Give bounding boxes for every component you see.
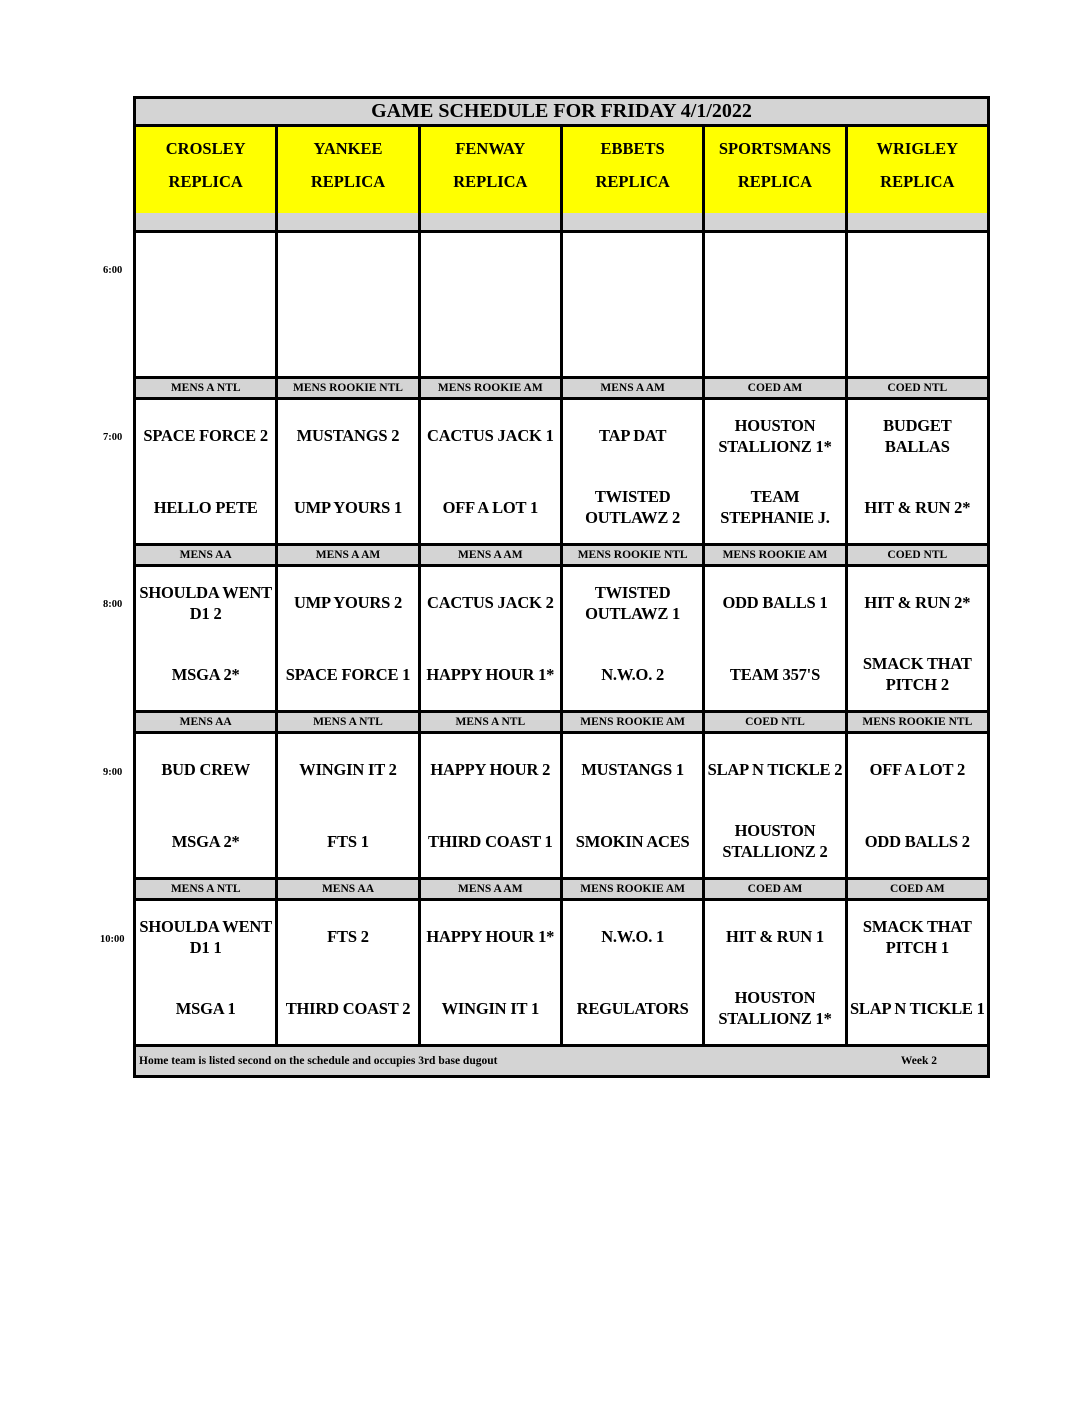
venue-subtitle: REPLICA xyxy=(453,172,528,191)
venue-name: WRIGLEY xyxy=(876,139,959,158)
away-team: N.W.O. 1 xyxy=(601,927,665,947)
schedule-table xyxy=(133,96,990,1078)
time-label: 10:00 xyxy=(100,934,125,945)
away-team: TAP DAT xyxy=(599,426,667,446)
division-label: COED NTL xyxy=(887,549,948,561)
division-row xyxy=(136,546,987,567)
venue-header xyxy=(421,127,563,213)
division-label: COED NTL xyxy=(887,382,948,394)
division-label: COED AM xyxy=(889,883,945,895)
venue-name: CROSLEY xyxy=(165,139,246,158)
away-team: CACTUS JACK 2 xyxy=(426,593,554,613)
division-label: MENS A AM xyxy=(563,379,705,397)
division-label: MENS AA xyxy=(136,546,278,564)
away-team: HIT & RUN 1 xyxy=(726,927,824,947)
away-team: SHOULDA WENT D1 2 xyxy=(139,582,272,623)
division-row xyxy=(136,379,987,400)
home-team: MSGA 2* xyxy=(171,831,240,851)
home-team: THIRD COAST 2 xyxy=(285,998,411,1018)
home-team: HOUSTON STALLIONZ 2 xyxy=(722,821,828,862)
header-spacer-row xyxy=(136,213,987,233)
spacer-cell xyxy=(563,213,705,230)
home-team: TEAM 357'S xyxy=(729,664,821,684)
division-label: MENS A NTL xyxy=(278,713,420,731)
venue-header xyxy=(278,127,420,213)
empty-cell xyxy=(848,233,987,376)
home-team: TWISTED OUTLAWZ 2 xyxy=(585,487,681,528)
venue-name: EBBETS xyxy=(600,139,665,158)
home-team: HOUSTON STALLIONZ 1* xyxy=(718,988,832,1029)
home-team: SLAP N TICKLE 1 xyxy=(849,998,985,1018)
home-team: ODD BALLS 2 xyxy=(864,831,970,851)
away-team: SLAP N TICKLE 2 xyxy=(707,760,843,780)
away-team: UMP YOURS 2 xyxy=(293,593,403,613)
division-label: MENS A AM xyxy=(421,546,563,564)
empty-cell xyxy=(421,233,563,376)
home-team: UMP YOURS 1 xyxy=(293,497,403,517)
home-team: HIT & RUN 2* xyxy=(864,497,971,517)
division-label: MENS A NTL xyxy=(136,379,278,397)
game-cell xyxy=(278,734,420,877)
venue-subtitle: REPLICA xyxy=(310,172,386,191)
game-cell xyxy=(278,567,420,710)
home-team: FTS 1 xyxy=(327,831,369,851)
game-cell xyxy=(705,567,847,710)
away-team: MUSTANGS 2 xyxy=(296,426,400,446)
time-slots xyxy=(136,379,987,1047)
schedule-title: GAME SCHEDULE FOR FRIDAY 4/1/2022 xyxy=(136,99,987,127)
game-cell xyxy=(136,400,278,543)
empty-cell xyxy=(278,233,420,376)
home-team: TEAM STEPHANIE J. xyxy=(720,487,830,528)
venue-name: SPORTSMANS xyxy=(718,139,832,158)
venue-header xyxy=(848,127,987,213)
home-team: SPACE FORCE 1 xyxy=(285,664,411,684)
venue-subtitle: REPLICA xyxy=(595,172,670,191)
spacer-cell xyxy=(421,213,563,230)
game-cell xyxy=(563,734,705,877)
venue-header xyxy=(563,127,705,213)
game-cell xyxy=(848,400,987,543)
away-team: MUSTANGS 1 xyxy=(581,760,684,780)
venue-subtitle: REPLICA xyxy=(168,172,243,191)
division-label: MENS A NTL xyxy=(136,880,278,898)
away-team: OFF A LOT 2 xyxy=(869,760,966,780)
venue-name: YANKEE xyxy=(313,139,383,158)
game-cell xyxy=(563,901,705,1044)
away-team: BUD CREW xyxy=(161,760,251,780)
away-team: HIT & RUN 2* xyxy=(864,593,971,613)
division-label: COED NTL xyxy=(705,713,847,731)
division-label: COED AM xyxy=(705,379,847,397)
time-label: 8:00 xyxy=(103,599,123,610)
home-team: SMOKIN ACES xyxy=(575,831,690,851)
division-label: MENS ROOKIE AM xyxy=(563,880,705,898)
schedule-footer xyxy=(136,1047,987,1075)
game-row xyxy=(136,734,987,880)
away-team: HAPPY HOUR 2 xyxy=(430,760,551,780)
game-cell xyxy=(705,734,847,877)
game-cell xyxy=(421,567,563,710)
empty-cell xyxy=(136,233,278,376)
spacer-cell xyxy=(136,213,278,230)
empty-slot-row xyxy=(136,233,987,379)
venue-subtitle: REPLICA xyxy=(737,172,813,191)
game-cell xyxy=(278,901,420,1044)
game-row xyxy=(136,901,987,1047)
division-row xyxy=(136,713,987,734)
game-cell xyxy=(421,901,563,1044)
game-cell xyxy=(421,400,563,543)
division-row xyxy=(136,880,987,901)
away-team: HOUSTON STALLIONZ 1* xyxy=(718,415,832,456)
division-label: MENS A AM xyxy=(278,546,420,564)
game-cell xyxy=(563,567,705,710)
game-cell xyxy=(705,400,847,543)
venue-name: FENWAY xyxy=(455,139,526,158)
division-label: COED AM xyxy=(705,880,847,898)
division-label: MENS AA xyxy=(136,713,278,731)
home-team: MSGA 2* xyxy=(171,664,240,684)
home-team: REGULATORS xyxy=(576,998,689,1018)
away-team: SPACE FORCE 2 xyxy=(143,426,268,446)
away-team: CACTUS JACK 1 xyxy=(426,426,554,446)
division-label: MENS A NTL xyxy=(421,713,563,731)
game-cell xyxy=(848,901,987,1044)
home-team: SMACK THAT PITCH 2 xyxy=(862,654,972,695)
game-cell xyxy=(278,400,420,543)
home-team: WINGIN IT 1 xyxy=(441,998,540,1018)
away-team: ODD BALLS 1 xyxy=(722,593,828,613)
away-team: SHOULDA WENT D1 1 xyxy=(139,916,272,957)
division-label: MENS ROOKIE AM xyxy=(563,713,705,731)
spacer-cell xyxy=(278,213,420,230)
away-team: HAPPY HOUR 1* xyxy=(426,927,555,947)
game-row xyxy=(136,567,987,713)
division-label: MENS AA xyxy=(278,880,420,898)
away-team: SMACK THAT PITCH 1 xyxy=(862,916,972,957)
venue-header-row xyxy=(136,127,987,213)
week-label: Week 2 xyxy=(900,1055,937,1067)
home-team: HAPPY HOUR 1* xyxy=(426,664,555,684)
game-cell xyxy=(705,901,847,1044)
home-team: HELLO PETE xyxy=(153,497,258,517)
division-label: MENS ROOKIE NTL xyxy=(563,546,705,564)
division-label: MENS ROOKIE AM xyxy=(705,546,847,564)
home-team: MSGA 1 xyxy=(175,998,236,1018)
home-team: OFF A LOT 1 xyxy=(442,497,539,517)
division-label: MENS ROOKIE NTL xyxy=(862,716,973,728)
game-row xyxy=(136,400,987,546)
home-team: THIRD COAST 1 xyxy=(428,831,553,851)
away-team: BUDGET BALLAS xyxy=(883,415,952,456)
game-cell xyxy=(421,734,563,877)
game-cell xyxy=(136,567,278,710)
division-label: MENS ROOKIE NTL xyxy=(278,379,420,397)
empty-cell xyxy=(563,233,705,376)
time-label: 6:00 xyxy=(103,265,123,276)
home-team: N.W.O. 2 xyxy=(601,664,665,684)
game-cell xyxy=(848,567,987,710)
away-team: WINGIN IT 2 xyxy=(299,760,397,780)
home-team-note: Home team is listed second on the schedule and occupies 3rd base dugout xyxy=(139,1055,498,1067)
spacer-cell xyxy=(705,213,847,230)
time-label: 7:00 xyxy=(103,432,123,443)
division-label: MENS ROOKIE AM xyxy=(421,379,563,397)
division-label: MENS A AM xyxy=(421,880,563,898)
game-cell xyxy=(136,901,278,1044)
time-label: 9:00 xyxy=(103,767,123,778)
game-cell xyxy=(848,734,987,877)
venue-header xyxy=(705,127,847,213)
venue-subtitle: REPLICA xyxy=(880,172,955,191)
game-cell xyxy=(136,734,278,877)
spacer-cell xyxy=(848,213,987,230)
away-team: TWISTED OUTLAWZ 1 xyxy=(585,582,681,623)
empty-cell xyxy=(705,233,847,376)
game-cell xyxy=(563,400,705,543)
venue-header xyxy=(136,127,278,213)
away-team: FTS 2 xyxy=(327,927,369,947)
